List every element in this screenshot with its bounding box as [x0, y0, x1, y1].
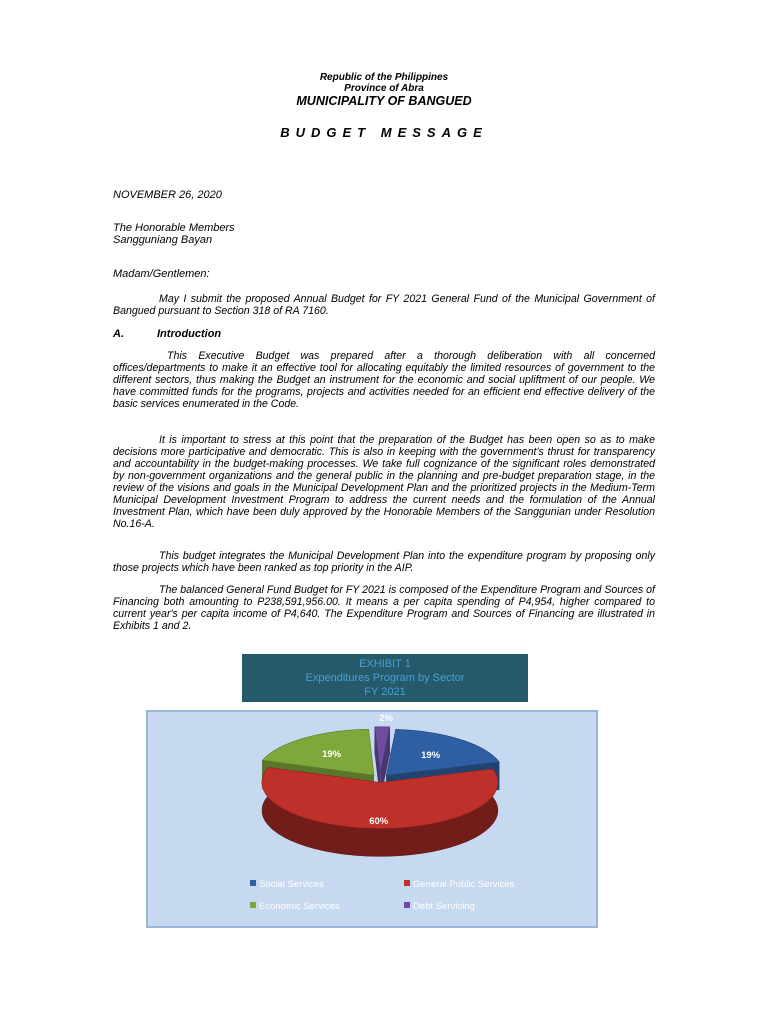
- salutation: Madam/Gentlemen:: [113, 268, 210, 280]
- legend-label-debt-servicing: Debt Servicing: [413, 901, 475, 912]
- section-number: A.: [113, 328, 124, 340]
- legend-swatch-economic-services: [250, 902, 256, 908]
- exhibit-number: EXHIBIT 1: [359, 658, 411, 670]
- addressee-line-1: The Honorable Members: [113, 222, 235, 234]
- pie-data-label-debt-servicing: 2%: [379, 712, 393, 724]
- legend-label-economic-services: Economic Services: [259, 901, 340, 912]
- section-heading: [113, 328, 221, 340]
- paragraph-participative: It is important to stress at this point that the preparation of the Budget has been open so as to make decisions more participative and democratic. This is also in keeping with the government's thrust for transparency and accountability in the budget-making processes. We take full cognizance of the significant roles demonstrated by non-government organizations and the general public in the planning and pre-budget preparation stage, in the review of the visions and goals in the Municipal Development Plan and the prioritized projects in the Medium-Term Municipal Development Investment Program to address the current needs and the formulation of the Annual Investment Plan, which have been duly approved by the Honorable Members of the Sanggunian under Resolution No.16-A.: [113, 434, 655, 530]
- legend-swatch-general-public-services: [404, 880, 410, 886]
- pie-data-label-general-public-services: 60%: [369, 815, 389, 827]
- pie-data-label-economic-services: 19%: [322, 749, 342, 761]
- exhibit-title-box: [242, 654, 528, 702]
- legend-label-social-services: Social Services: [259, 879, 324, 890]
- pie-chart: [148, 712, 596, 926]
- pie-data-label-social-services: 19%: [421, 749, 441, 761]
- exhibit-subtitle: Expenditures Program by Sector: [305, 672, 465, 684]
- republic-line: Republic of the Philippines: [319, 72, 449, 83]
- pie-chart-frame: [146, 710, 598, 928]
- province-line: Province of Abra: [344, 83, 424, 94]
- exhibit-year: FY 2021: [364, 686, 406, 698]
- section-title: Introduction: [157, 328, 222, 340]
- addressee-line-2: Sangguniang Bayan: [113, 234, 213, 246]
- paragraph-balanced-budget: The balanced General Fund Budget for FY 2021 is composed of the Expenditure Program and Sources of Financing both amounting to P238,591,956.00. It means a per capita spending of P4,954, higher compared to current year's per capita income of P4,640. The Expenditure Program and Sources of Financing are illustrated in Exhibits 1 and 2.: [113, 584, 655, 632]
- paragraph-integration: This budget integrates the Municipal Development Plan into the expenditure program by proposing only those projects which have been ranked as top priority in the AIP.: [113, 550, 655, 574]
- paragraph-executive-budget: This Executive Budget was prepared after a thorough deliberation with all concerned offices/departments to make it an effective tool for allocating equitably the limited resources of government to the different sectors, thus making the Budget an instrument for the economic and social upliftment of our people. We have committed funds for the programs, projects and activities needed for an efficient end effective delivery of the basic services enumerated in the Code.: [113, 350, 655, 410]
- paragraph-submission: May I submit the proposed Annual Budget for FY 2021 General Fund of the Municipal Government of Bangued pursuant to Section 318 of RA 7160.: [113, 293, 655, 317]
- legend-swatch-social-services: [250, 880, 256, 886]
- date: NOVEMBER 26, 2020: [113, 189, 222, 201]
- legend-label-general-public-services: General Public Services: [413, 879, 515, 890]
- document-title: BUDGET MESSAGE: [280, 125, 488, 140]
- legend-swatch-debt-servicing: [404, 902, 410, 908]
- municipality-line: MUNICIPALITY OF BANGUED: [296, 94, 472, 108]
